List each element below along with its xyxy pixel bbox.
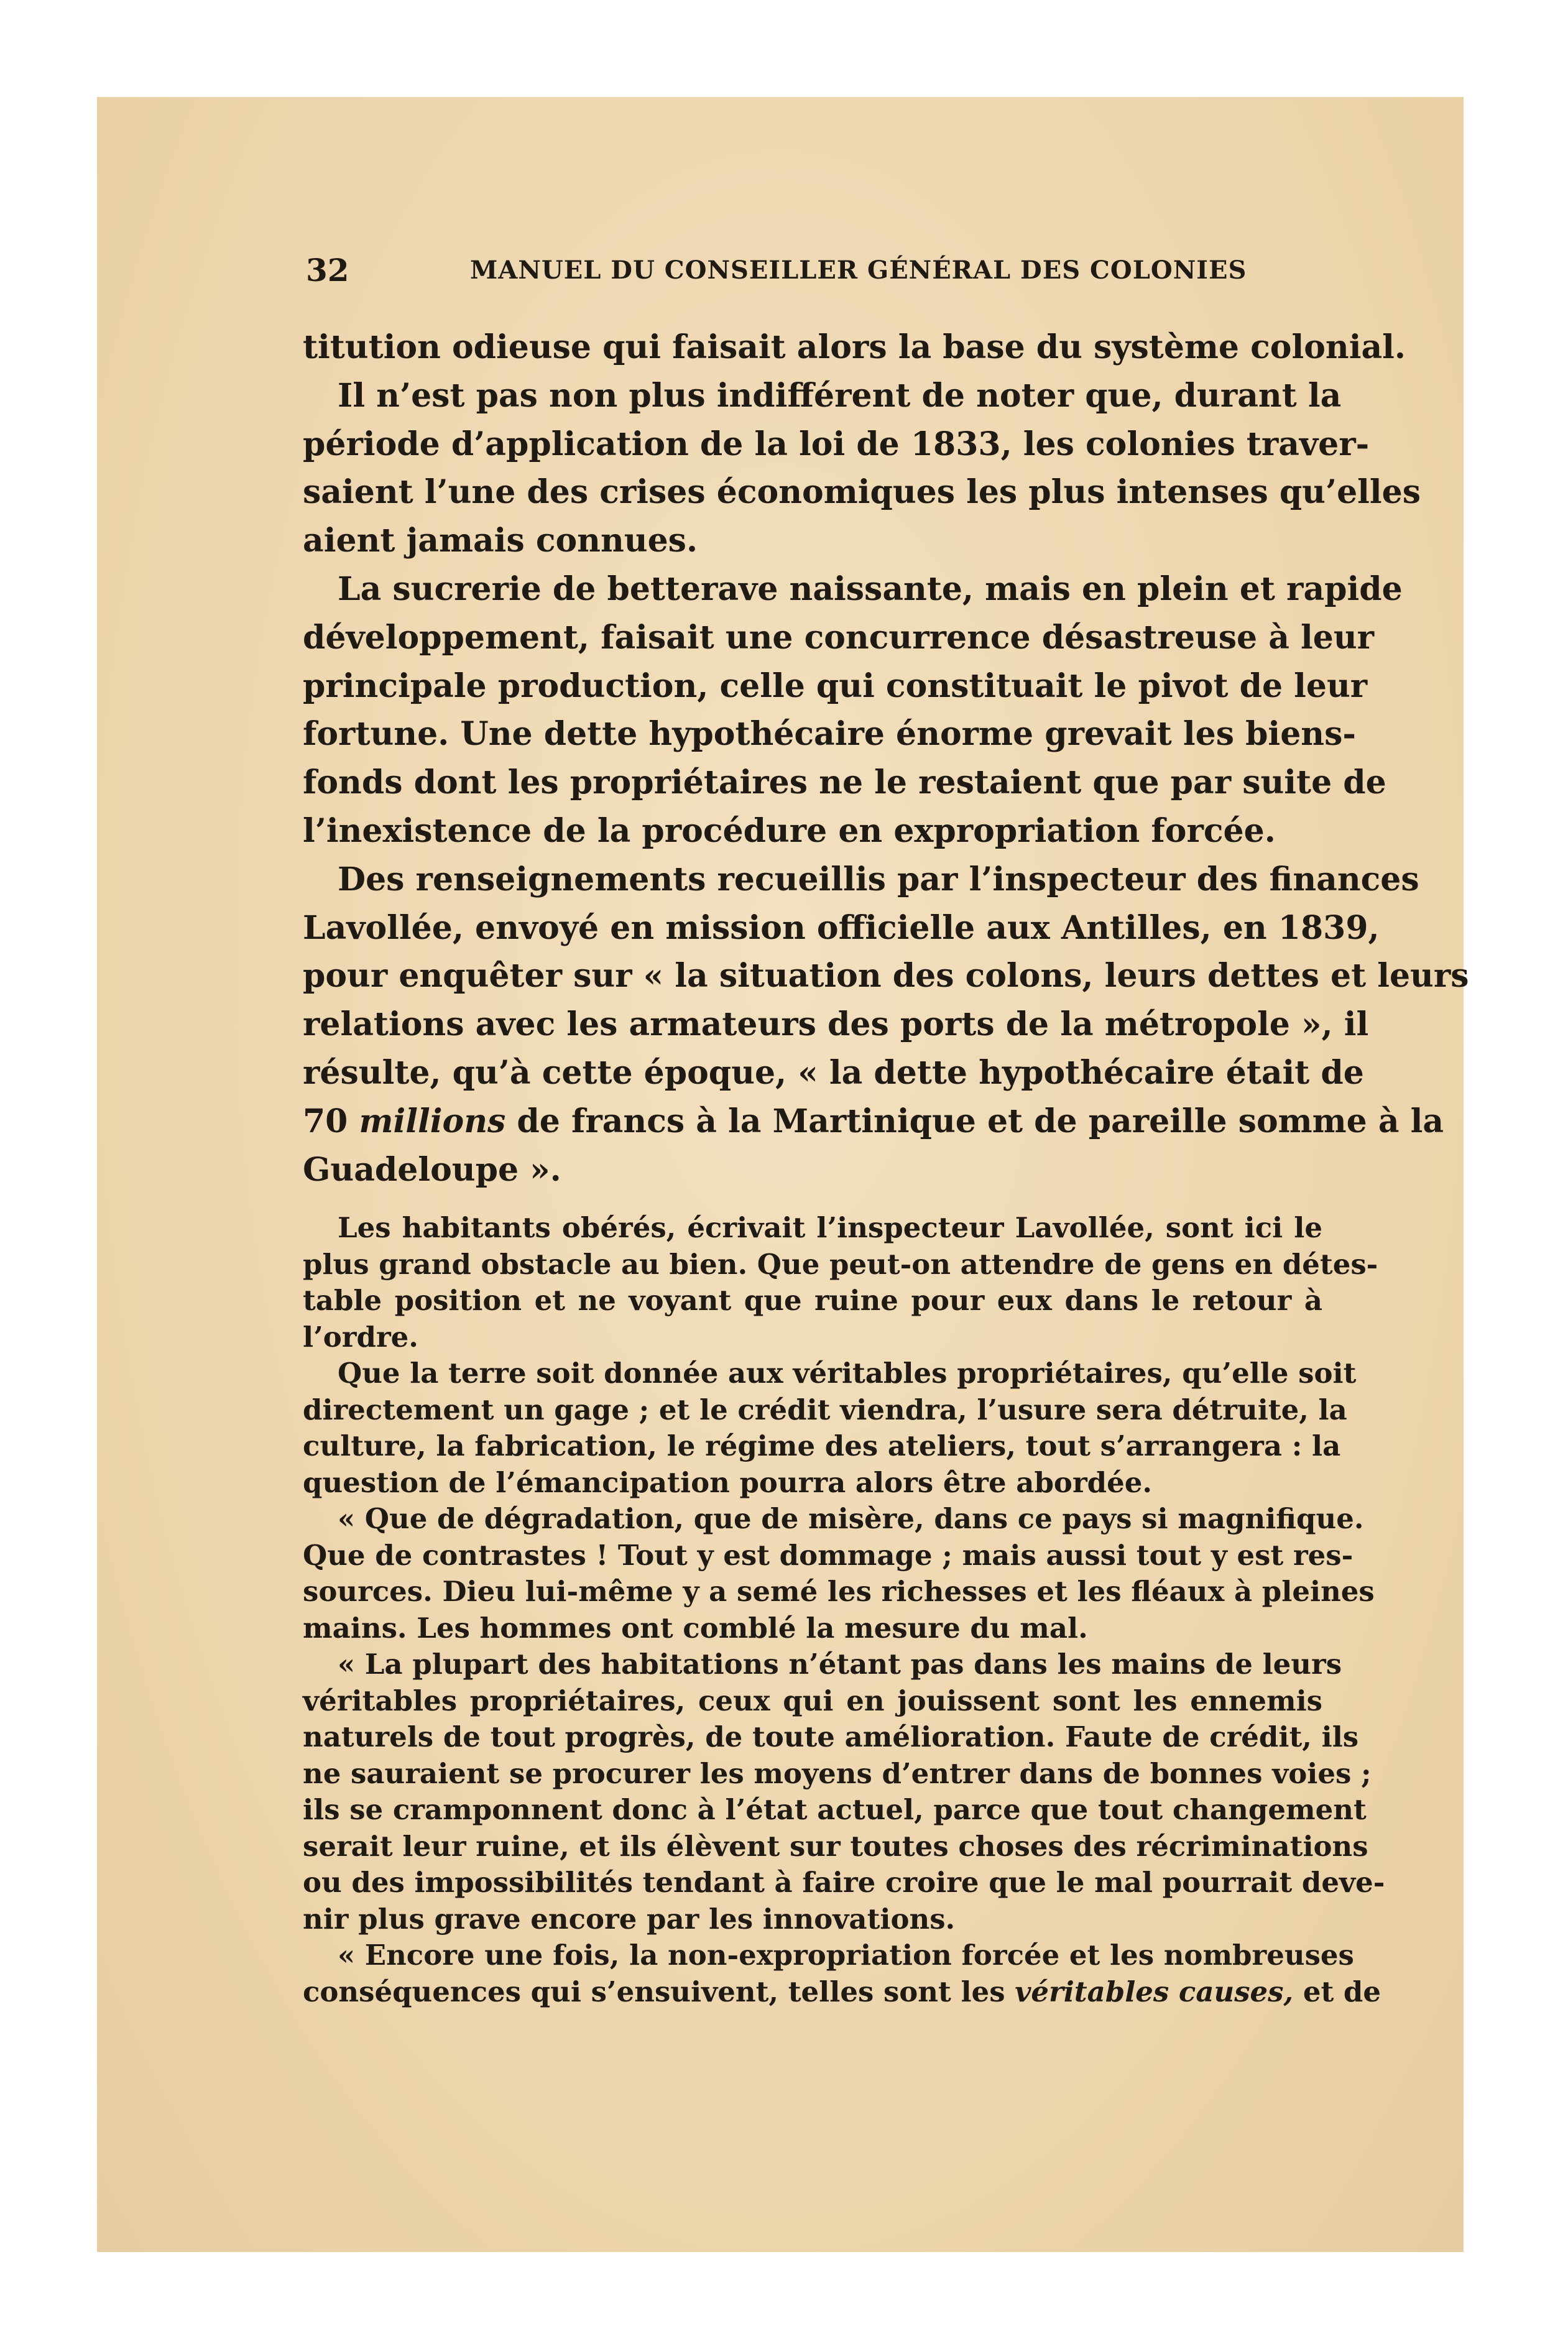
running-title: MANUEL DU CONSEILLER GÉNÉRAL DES COLONIES [470,256,1247,285]
text-line: l’inexistence de la procédure en expropriation forcée. [303,811,1276,850]
quote-line: culture, la fabrication, le régime des ateliers, tout s’arrangera : la [303,1429,1341,1462]
text-line: aient jamais connues. [303,522,698,560]
quote-line: « Que de dégradation, que de misère, dans ce pays si magnifique. [338,1502,1364,1535]
text-line [303,1097,1444,1146]
text-line: fortune. Une dette hypothécaire énorme grevait les biens- [303,715,1356,754]
text-line: principale production, celle qui constituait le pivot de leur [303,667,1368,705]
text-line: Des renseignements recueillis par l’inspecteur des finances [338,860,1419,898]
quote-line: Les habitants obérés, écrivait l’inspecteur Lavollée, sont ici le [338,1211,1322,1244]
quoted-passage [303,1210,1385,2010]
quote-line: ou des impossibilités tendant à faire croire que le mal pourrait deve- [303,1866,1385,1899]
quote-line [303,1974,1381,2011]
text-line: relations avec les armateurs des ports de la métropole », il [303,1005,1369,1044]
main-text [303,323,1469,1194]
text-fragment: et de [1303,1975,1381,2008]
quote-line: mains. Les hommes ont comblé la mesure du mal. [303,1611,1088,1645]
running-header [306,249,1326,292]
text-line: Il n’est pas non plus indifférent de noter que, durant la [338,376,1342,415]
amount-number: 70 [303,1102,348,1140]
quote-line: directement un gage ; et le crédit viendra, l’usure sera détruite, la [303,1393,1347,1426]
quote-line: « Encore une fois, la non-expropriation forcée et les nombreuses [338,1939,1354,1972]
text-line: fonds dont les propriétaires ne le restaient que par suite de [303,764,1386,802]
quote-line: ne sauraient se procurer les moyens d’entrer dans de bonnes voies ; [303,1756,1372,1790]
quote-line: table position et ne voyant que ruine pour eux dans le retour à [303,1284,1322,1317]
emphasis-millions: millions [359,1102,506,1140]
quote-line: serait leur ruine, et ils élèvent sur toutes choses des récriminations [303,1829,1368,1863]
text-fragment: conséquences qui s’ensuivent, telles sont les [303,1975,1005,2008]
text-line: période d’application de la loi de 1833, les colonies traver- [303,425,1370,463]
quote-line: Que la terre soit donnée aux véritables propriétaires, qu’elle soit [338,1357,1357,1390]
emphasis-veritables-causes: véritables causes, [1015,1975,1294,2008]
quote-line: question de l’émancipation pourra alors être abordée. [303,1465,1153,1499]
quote-line: Que de contrastes ! Tout y est dommage ; mais aussi tout y est res- [303,1538,1354,1572]
text-line: saient l’une des crises économiques les plus intenses qu’elles [303,473,1421,512]
text-line: pour enquêter sur « la situation des colons, leurs dettes et leurs [303,957,1469,995]
text-fragment: de francs à la Martinique et de pareille somme à la [517,1102,1444,1140]
text-line: titution odieuse qui faisait alors la base du système colonial. [303,328,1406,366]
text-line: Guadeloupe ». [303,1150,561,1189]
text-line: développement, faisait une concurrence désastreuse à leur [303,618,1375,657]
quote-line: l’ordre. [303,1320,418,1354]
quote-line: ils se cramponnent donc à l’état actuel, parce que tout changement [303,1793,1367,1826]
text-line: Lavollée, envoyé en mission officielle aux Antilles, en 1839, [303,908,1380,947]
quote-line: plus grand obstacle au bien. Que peut-on attendre de gens en détes- [303,1247,1378,1281]
quote-line: naturels de tout progrès, de toute amélioration. Faute de crédit, ils [303,1720,1359,1753]
quote-line: véritables propriétaires, ceux qui en jouissent sont les ennemis [303,1684,1322,1717]
page-number: 32 [306,252,349,288]
quote-line: nir plus grave encore par les innovations. [303,1902,956,1936]
quote-line: sources. Dieu lui-même y a semé les richesses et les fléaux à pleines [303,1575,1375,1608]
quote-line: « La plupart des habitations n’étant pas dans les mains de leurs [338,1648,1342,1681]
text-line: La sucrerie de betterave naissante, mais en plein et rapide [338,570,1403,608]
text-line: résulte, qu’à cette époque, « la dette hypothécaire était de [303,1053,1364,1092]
